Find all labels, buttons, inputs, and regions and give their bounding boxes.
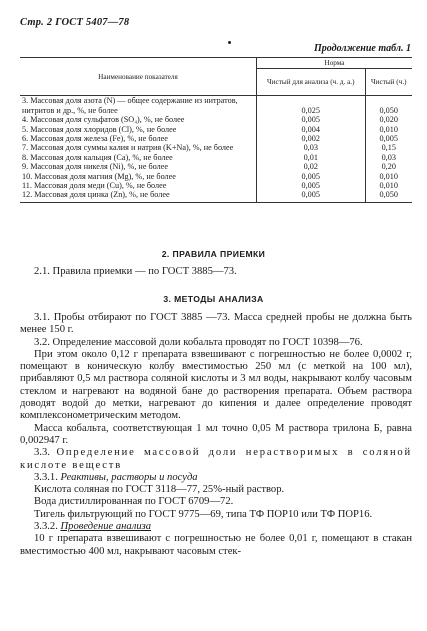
table-row xyxy=(20,190,412,201)
indicator-name-cell: 4. Массовая доля сульфатов (SO₄), %, не более xyxy=(20,115,257,124)
value-pure-analysis-cell: 0,005 xyxy=(257,115,366,124)
header-pure: Чистый (ч.) xyxy=(365,69,412,96)
paragraph-3-2: 3.2. Определение массовой доли кобальта проводят по ГОСТ 10398—76. xyxy=(34,336,363,348)
value-pure-analysis-cell: 0,025 xyxy=(257,96,366,115)
value-pure-cell: 0,005 xyxy=(379,134,398,144)
header-indicator-name: Наименование показателя xyxy=(20,58,257,96)
clause-number-3-3: 3.3. xyxy=(34,447,50,459)
value-pure-cell: 0,20 xyxy=(381,162,396,172)
value-pure-analysis-cell: 0,01 xyxy=(257,153,366,162)
table-row xyxy=(20,153,412,162)
value-pure-cell: 0,020 xyxy=(379,115,398,125)
value-pure-analysis-cell: 0,005 xyxy=(257,190,366,201)
table-row xyxy=(20,143,412,152)
clause-number-3-3-2: 3.3.2. xyxy=(34,521,58,533)
value-pure-analysis-cell: 0,005 xyxy=(257,172,366,181)
value-pure-analysis-cell: 0,005 xyxy=(257,181,366,190)
page-header-reference: Стр. 2 ГОСТ 5407—78 xyxy=(20,17,130,28)
indicator-name-cell: 3. Массовая доля азота (N) — общее содержание из нитратов, нитритов и др., %, не более xyxy=(20,96,257,115)
indicator-name-cell: 9. Массовая доля никеля (Ni), %, не более xyxy=(20,162,257,171)
indicator-name-cell: 6. Массовая доля железа (Fe), %, не более xyxy=(20,134,257,143)
indicator-name-cell: 7. Массовая доля суммы калия и натрия (K+Na), %, не более xyxy=(20,143,257,152)
paragraph-3-3-1 xyxy=(20,472,412,484)
table-row xyxy=(20,172,412,181)
print-mark xyxy=(228,41,231,44)
indicator-name-cell: 10. Массовая доля магния (Mg), %, не более xyxy=(20,172,257,181)
value-pure-analysis-cell: 0,004 xyxy=(257,125,366,134)
clause-title-3-3-1: Реактивы, растворы и посуда xyxy=(60,471,198,483)
section-2-title: 2. ПРАВИЛА ПРИЕМКИ xyxy=(161,249,266,259)
paragraph-3-1: 3.1. Пробы отбирают по ГОСТ 3885 —73. Масса средней пробы не должна быть менее 150 г. xyxy=(20,312,412,336)
table-continuation-label: Продолжение табл. 1 xyxy=(313,43,411,54)
clause-title-3-3: Определение массовой доли нерастворимых в соляной кислоте веществ xyxy=(20,447,413,471)
reagent-hydrochloric-acid: Кислота соляная по ГОСТ 3118—77, 25%-ный раствор. xyxy=(34,484,285,496)
paragraph-3-2-procedure: При этом около 0,12 г препарата взвешивают с погрешностью не более 0,0002 г, помещают в коническую колбу вместимостью 250 мл (с меткой на 100 мл), прибавляют 0,5 мл раствора соляной кислоты и 3 мл воды, накрывают колбу часовым стеклом и нагревают на водяной бане до растворения препарата. Объем раствора доводят водой до метки, нагревают до кипения и далее определение проводят комплексонометрическим методом. xyxy=(20,348,412,422)
paragraph-2-1: 2.1. Правила приемки — по ГОСТ 3885—73. xyxy=(34,266,237,277)
indicator-name-cell: 11. Массовая доля меди (Cu), %, не более xyxy=(20,181,257,190)
value-pure-cell: 0,010 xyxy=(379,171,398,181)
paragraph-3-3 xyxy=(20,447,412,472)
value-pure-analysis-cell: 0,02 xyxy=(257,162,366,171)
clause-title-3-3-2: Проведение анализа xyxy=(60,521,152,533)
table-row xyxy=(20,162,412,171)
indicator-name-cell: 5. Массовая доля хлоридов (Cl), %, не более xyxy=(20,125,257,134)
table-row xyxy=(20,125,412,134)
value-pure-analysis-cell: 0,002 xyxy=(257,134,366,143)
value-pure-analysis-cell: 0,03 xyxy=(257,143,366,152)
reagent-distilled-water: Вода дистиллированная по ГОСТ 6709—72. xyxy=(34,496,234,508)
paragraph-3-2-mass: Масса кобальта, соответствующая 1 мл точно 0,05 М раствора трилона Б, равна 0,002947 г. xyxy=(20,422,412,446)
table-row xyxy=(20,134,412,143)
section-3-body xyxy=(20,312,412,558)
indicator-name-cell: 8. Массовая доля кальция (Ca), %, не более xyxy=(20,153,257,162)
value-pure-cell: 0,010 xyxy=(379,124,398,134)
clause-number-3-3-1: 3.3.1. xyxy=(34,471,58,483)
norms-table xyxy=(20,57,412,202)
value-pure-cell: 0,15 xyxy=(381,143,396,153)
value-pure-cell: 0,050 xyxy=(379,190,398,200)
table-bottom-rule xyxy=(20,202,412,203)
header-norm: Норма xyxy=(257,58,413,69)
header-pure-for-analysis: Чистый для анализа (ч. д. а.) xyxy=(257,69,366,96)
table-row xyxy=(20,181,412,190)
paragraph-3-3-2-procedure: 10 г препарата взвешивают с погрешностью не более 0,01 г, помещают в стакан вместимостью 400 мл, накрывают часовым стек- xyxy=(20,533,412,557)
section-3-title: 3. МЕТОДЫ АНАЛИЗА xyxy=(163,294,264,304)
norms-table-body xyxy=(20,96,412,202)
equipment-filter-crucible: Тигель фильтрующий по ГОСТ 9775—69, типа ТФ ПОР10 или ТФ ПОР16. xyxy=(34,508,373,520)
table-row xyxy=(20,115,412,124)
value-pure-cell: 0,010 xyxy=(379,181,398,191)
value-pure-cell: 0,03 xyxy=(381,152,396,162)
section-2-body xyxy=(20,266,412,278)
indicator-name-cell: 12. Массовая доля цинка (Zn), %, не более xyxy=(20,190,257,201)
value-pure-cell: 0,050 xyxy=(379,105,398,115)
table-row xyxy=(20,96,412,115)
paragraph-3-3-2 xyxy=(20,521,412,533)
